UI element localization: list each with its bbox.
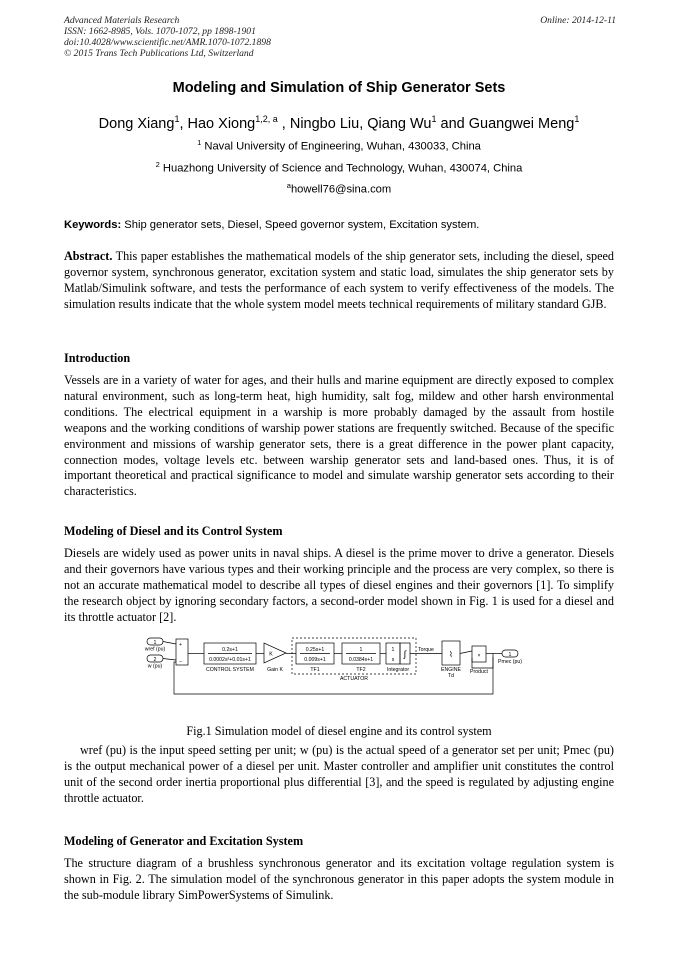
sum-plus-sign: +: [179, 642, 183, 648]
product-symbol: ×: [477, 653, 481, 659]
affiliation-1: [0, 138, 678, 153]
journal-header: [64, 15, 616, 59]
affiliation-sup: 2: [155, 160, 160, 169]
affiliation-sup: 1: [197, 138, 202, 147]
section-heading-diesel: Modeling of Diesel and its Control System: [64, 524, 283, 538]
abstract-text: This paper establishes the mathematical models of the ship generator sets, including the diesel, speed governor system, synchronous generator, excitation system and static load, simulates the ship generator sets by Matlab/Simulink software, and tests the performance of each system to verify effectiveness of the models. The simulation results indicate that the whole system model meets technical requirements of military standard GJB.: [64, 249, 614, 311]
author-email: [0, 181, 678, 196]
author-name: Hao Xiong: [187, 115, 256, 132]
author-sup: 1: [174, 114, 180, 124]
sum-minus-sign: −: [179, 659, 183, 665]
abstract: [64, 249, 614, 313]
email-text: howell76@sina.com: [290, 183, 392, 196]
figure-1-explanation: wref (pu) is the input speed setting per unit; w (pu) is the actual speed of a generator set per unit; Pmec (pu) is the output mechanical power of a diesel per unit. Master controller and amplifier unit constitutes the control unit of the second order inertia proportional plus differential [3], and the speed is regulated by adjusting engine throttle actuator.: [64, 743, 614, 805]
doi-line: doi:10.4028/www.scientific.net/AMR.1070-1072.1898: [64, 37, 271, 48]
keywords-label: Keywords:: [64, 219, 122, 231]
author-sep: and: [436, 115, 469, 132]
tf2-denominator: 0.0384s+1: [348, 657, 374, 663]
control-system-denominator: 0.0002s²+0.01s+1: [209, 657, 251, 663]
author-sup: 1,2, a: [255, 114, 278, 124]
section-heading-generator: Modeling of Generator and Excitation System: [64, 834, 304, 848]
journal-name: Advanced Materials Research: [64, 15, 180, 26]
affiliation-2: [0, 160, 678, 175]
gain-label: Gain K: [267, 667, 283, 673]
delay-icon: ⌇: [449, 650, 453, 659]
online-date: Online: 2014-12-11: [540, 15, 616, 26]
td-label: Td: [447, 673, 455, 679]
author-name: Guangwei Meng: [468, 115, 575, 132]
tf2-label: TF2: [356, 667, 366, 673]
simulink-diagram: [140, 634, 540, 704]
tf1-label: TF1: [310, 667, 320, 673]
actuator-label: ACTUATOR: [339, 676, 369, 682]
diesel-paragraph: Diesels are widely used as power units in naval ships. A diesel is the prime mover to drive a generator. Diesels and their governors have various types and their working principle and the process are very complex, so there is not an accurate mathematical model to describe all types of diesel engines and their governors [1]. To simplify the research object by ignoring secondary factors, a second-order model shown in Fig. 1 is used for a diesel and its throttle actuator [2].: [64, 546, 614, 624]
integral-sign-icon: ∫: [403, 649, 407, 659]
keywords: [64, 219, 616, 231]
author-name: Qiang Wu: [367, 115, 432, 132]
torque-label: Torque: [418, 647, 434, 653]
introduction-paragraph: Vessels are in a variety of water for ages, and their hulls and marine equipment are directly exposed to complex natural environment, such as long-term heat, high humidity, salt fog, mildew and other harsh environmental conditions. The electrical equipment in a warship is more probably damaged by the assault from hostile weapons and the working conditions of warship power stations are frequently switched. Because of the specific environment and missions of warship generator sets, there is a great difference in the power plant capacity, connection modes, voltage levels etc. between warship generator sets and land-based ones. Thus, it is of important theoretical and practical significance to model and simulate warship generator sets according to their characteristics.: [64, 373, 614, 499]
issn-line: ISSN: 1662-8985, Vols. 1070-1072, pp 1898-1901: [64, 26, 256, 37]
product-label: Product: [470, 669, 488, 675]
generator-paragraph: The structure diagram of a brushless synchronous generator and its excitation voltage regulation system is shown in Fig. 2. The simulation model of the synchronous generator in this paper adopts the system module in the sub-module library SimPowerSystems of Simulink.: [64, 856, 614, 902]
author-sep: ,: [179, 115, 188, 132]
control-system-numerator: 0.2s+1: [222, 647, 238, 653]
gain-block: [264, 643, 286, 663]
integrator-denominator: s: [391, 657, 395, 663]
author-sep: ,: [359, 115, 368, 132]
gain-symbol: K: [269, 651, 273, 658]
keywords-text: Ship generator sets, Diesel, Speed governor system, Excitation system.: [121, 219, 480, 231]
integrator-label: Integrator: [386, 667, 410, 673]
input-port-2-number: 2: [153, 656, 157, 663]
tf1-denominator: 0.009s+1: [304, 657, 326, 663]
abstract-label: Abstract.: [64, 249, 113, 263]
figure-1-caption: Fig.1 Simulation model of diesel engine and its control system: [186, 724, 492, 738]
copyright-line: © 2015 Trans Tech Publications Ltd, Switzerland: [64, 48, 254, 59]
engine-label: ENGINE: [441, 667, 461, 673]
output-port-label: Pmec (pu): [498, 659, 522, 665]
author-sup: 1: [431, 114, 437, 124]
author-name: Dong Xiang: [98, 115, 175, 132]
author-line: [0, 114, 678, 132]
tf2-numerator: 1: [359, 647, 363, 653]
output-port-number: 1: [508, 651, 512, 658]
author-sep: ,: [277, 115, 290, 132]
integrator-numerator: 1: [391, 647, 395, 653]
email-sup: a: [286, 181, 291, 190]
input-port-1-label: wref (pu): [144, 646, 166, 653]
author-sup: 1: [574, 114, 580, 124]
author-name: Ningbo Liu: [289, 115, 360, 132]
affiliation-text: Huazhong University of Science and Technology, Wuhan, 430074, China: [159, 162, 523, 175]
input-port-1-number: 1: [153, 639, 157, 646]
paper-title: Modeling and Simulation of Ship Generator Sets: [172, 80, 506, 96]
input-port-2-label: w (pu): [147, 663, 163, 670]
section-heading-introduction: Introduction: [64, 351, 131, 365]
tf1-numerator: 0.25s+1: [305, 647, 325, 653]
control-system-label: CONTROL SYSTEM: [206, 667, 254, 673]
affiliation-text: Naval University of Engineering, Wuhan, 430033, China: [201, 140, 481, 153]
